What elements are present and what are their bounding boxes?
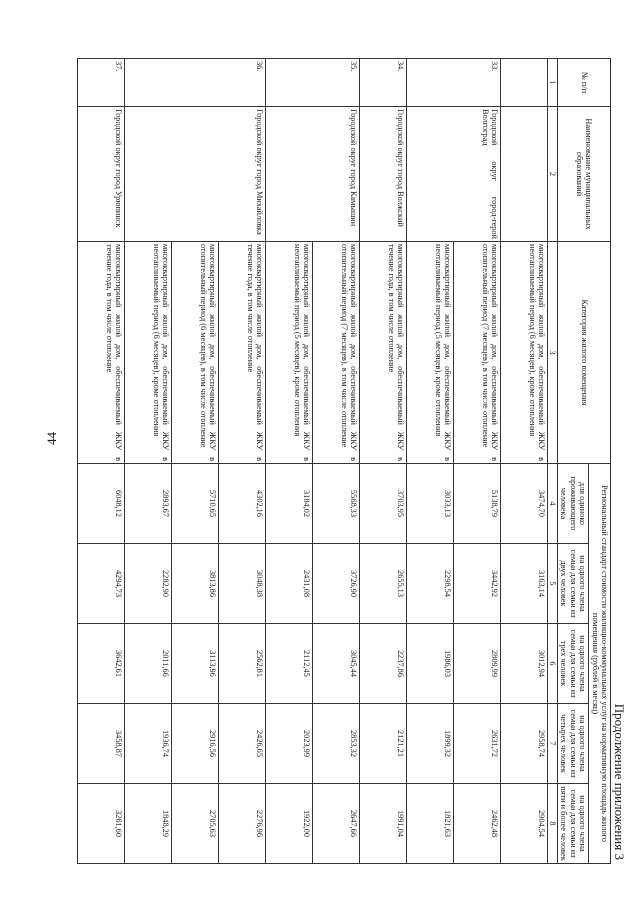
continuation-title: Продолжение приложения 3 (612, 703, 627, 860)
column-number: 7 (547, 704, 557, 784)
header-column-numbers (547, 59, 557, 864)
column-number: 2 (547, 107, 557, 242)
header-sub-two: на одного члена семьи для семьи из двух человек (557, 544, 588, 624)
page-number: 44 (44, 432, 59, 445)
row-value: 3113,96 (171, 624, 218, 704)
row-value: 1848,29 (124, 784, 171, 864)
row-category: многоквартирный жилой дом, обеспечиваемый ЖКУ в течение года, в том числе отопление (218, 242, 265, 464)
row-value: 3458,87 (77, 704, 124, 784)
row-num: 33. (406, 59, 500, 107)
row-value: 2237,86 (359, 624, 406, 704)
row-category: многоквартирный жилой дом, обеспечиваемый ЖКУ в отопительный период (7 месяцев), в том числе отопление (453, 242, 500, 464)
table-row (500, 59, 547, 864)
header-sub-three: на одного члена семьи для семьи из трех человек (557, 624, 588, 704)
row-value: 2282,90 (124, 544, 171, 624)
header-sub-four: на одного члена семьи для семьи из четырех человек (557, 704, 588, 784)
row-num-cell (500, 59, 547, 107)
row-value: 4302,16 (218, 464, 265, 544)
column-number: 8 (547, 784, 557, 864)
row-value: 2893,67 (124, 464, 171, 544)
row-num: 34. (359, 59, 406, 107)
row-value: 5138,79 (453, 464, 500, 544)
row-name: Городской округ город Урюпинск (77, 107, 124, 242)
header-category: Категория жилого помещения (557, 242, 610, 464)
row-value: 3813,86 (171, 544, 218, 624)
row-num: 37. (77, 59, 124, 107)
row-value: 3163,14 (500, 544, 547, 624)
row-category: многоквартирный жилой дом, обеспечиваемый ЖКУ в течение года, в том числе отопление (77, 242, 124, 464)
row-value: 1899,32 (406, 704, 453, 784)
row-category: многоквартирный жилой дом, обеспечиваемый ЖКУ в неотапливаемый период (5 месяцев), кроме отопления (406, 242, 453, 464)
row-value: 3033,13 (406, 464, 453, 544)
row-value: 1986,03 (406, 624, 453, 704)
row-category: многоквартирный жилой дом, обеспечиваемый ЖКУ в отопительный период (6 месяцев), в том числе отопление (171, 242, 218, 464)
row-name: Городской округ город Михайловка (124, 107, 265, 242)
column-number: 1 (547, 59, 557, 107)
row-value: 2853,32 (312, 704, 359, 784)
row-value: 3184,02 (265, 464, 312, 544)
row-category: многоквартирный жилой дом, обеспечиваемый ЖКУ в течение года, в том числе отопление (359, 242, 406, 464)
row-name-cell (500, 107, 547, 242)
header-row-1 (589, 59, 611, 864)
row-value: 2958,74 (500, 704, 547, 784)
row-value: 3048,38 (218, 544, 265, 624)
row-category: многоквартирный жилой дом, обеспечиваемый ЖКУ в отопительный период (7 месяцев), в том числе отопление (312, 242, 359, 464)
table-row (312, 59, 359, 864)
row-category: многоквартирный жилой дом, обеспечиваемый ЖКУ в неотапливаемый период (6 месяцев), кроме отопления (500, 242, 547, 464)
row-category: многоквартирный жилой дом, обеспечиваемый ЖКУ в неотапливаемый период (5 месяцев), кроме отопления (265, 242, 312, 464)
rotated-sheet (87, 50, 627, 865)
row-value: 6048,12 (77, 464, 124, 544)
row-value: 2562,81 (218, 624, 265, 704)
column-number: 3 (547, 242, 557, 464)
regional-standard-table (77, 58, 611, 864)
row-value: 2462,48 (453, 784, 500, 864)
table-row (77, 59, 124, 864)
row-value: 3726,90 (312, 544, 359, 624)
row-value: 5710,65 (171, 464, 218, 544)
table-row (359, 59, 406, 864)
row-value: 2647,66 (312, 784, 359, 864)
row-num: 36. (124, 59, 265, 107)
row-value: 3642,61 (77, 624, 124, 704)
row-value: 4294,73 (77, 544, 124, 624)
column-number: 6 (547, 624, 557, 704)
row-value: 2916,56 (171, 704, 218, 784)
table-row (453, 59, 500, 864)
row-value: 2631,72 (453, 704, 500, 784)
row-value: 3703,95 (359, 464, 406, 544)
row-value: 2121,21 (359, 704, 406, 784)
row-value: 2904,54 (500, 784, 547, 864)
header-sub-five-plus: на одного члена семьи для семьи из пяти и более человек (557, 784, 588, 864)
row-name: Городской округ город-герой Волгоград (406, 107, 500, 242)
row-value: 3045,44 (312, 624, 359, 704)
row-name: Городской округ город Камышин (265, 107, 359, 242)
row-value: 3261,60 (77, 784, 124, 864)
row-value: 1922,00 (265, 784, 312, 864)
row-name: Городской округ город Волжский (359, 107, 406, 242)
header-regional-standard: Региональный стандарт стоимости жилищно-коммунальных услуг на нормативную площадь жилого помещения (рублей в месяц) (589, 464, 611, 864)
row-value: 2809,99 (453, 624, 500, 704)
row-value: 5568,33 (312, 464, 359, 544)
row-value: 2276,96 (218, 784, 265, 864)
row-value: 1991,04 (359, 784, 406, 864)
row-value: 1936,74 (124, 704, 171, 784)
header-sub-single: для одиноко проживающего человека (557, 464, 588, 544)
row-value: 3442,92 (453, 544, 500, 624)
row-value: 2655,13 (359, 544, 406, 624)
row-value: 2431,08 (265, 544, 312, 624)
header-num: № п/п (557, 59, 610, 107)
column-number: 4 (547, 464, 557, 544)
row-value: 3474,70 (500, 464, 547, 544)
row-value: 2298,54 (406, 544, 453, 624)
row-category: многоквартирный жилой дом, обеспечиваемый ЖКУ в неотапливаемый период (6 месяцев), кроме отопления (124, 242, 171, 464)
row-value: 2112,45 (265, 624, 312, 704)
row-value: 3012,94 (500, 624, 547, 704)
row-num: 35. (265, 59, 359, 107)
row-value: 2023,99 (265, 704, 312, 784)
column-number: 5 (547, 544, 557, 624)
row-value: 2011,66 (124, 624, 171, 704)
row-value: 2426,65 (218, 704, 265, 784)
row-value: 2705,63 (171, 784, 218, 864)
row-value: 1821,63 (406, 784, 453, 864)
header-name: Наименование муниципальных образований (557, 107, 610, 242)
table-row (218, 59, 265, 864)
